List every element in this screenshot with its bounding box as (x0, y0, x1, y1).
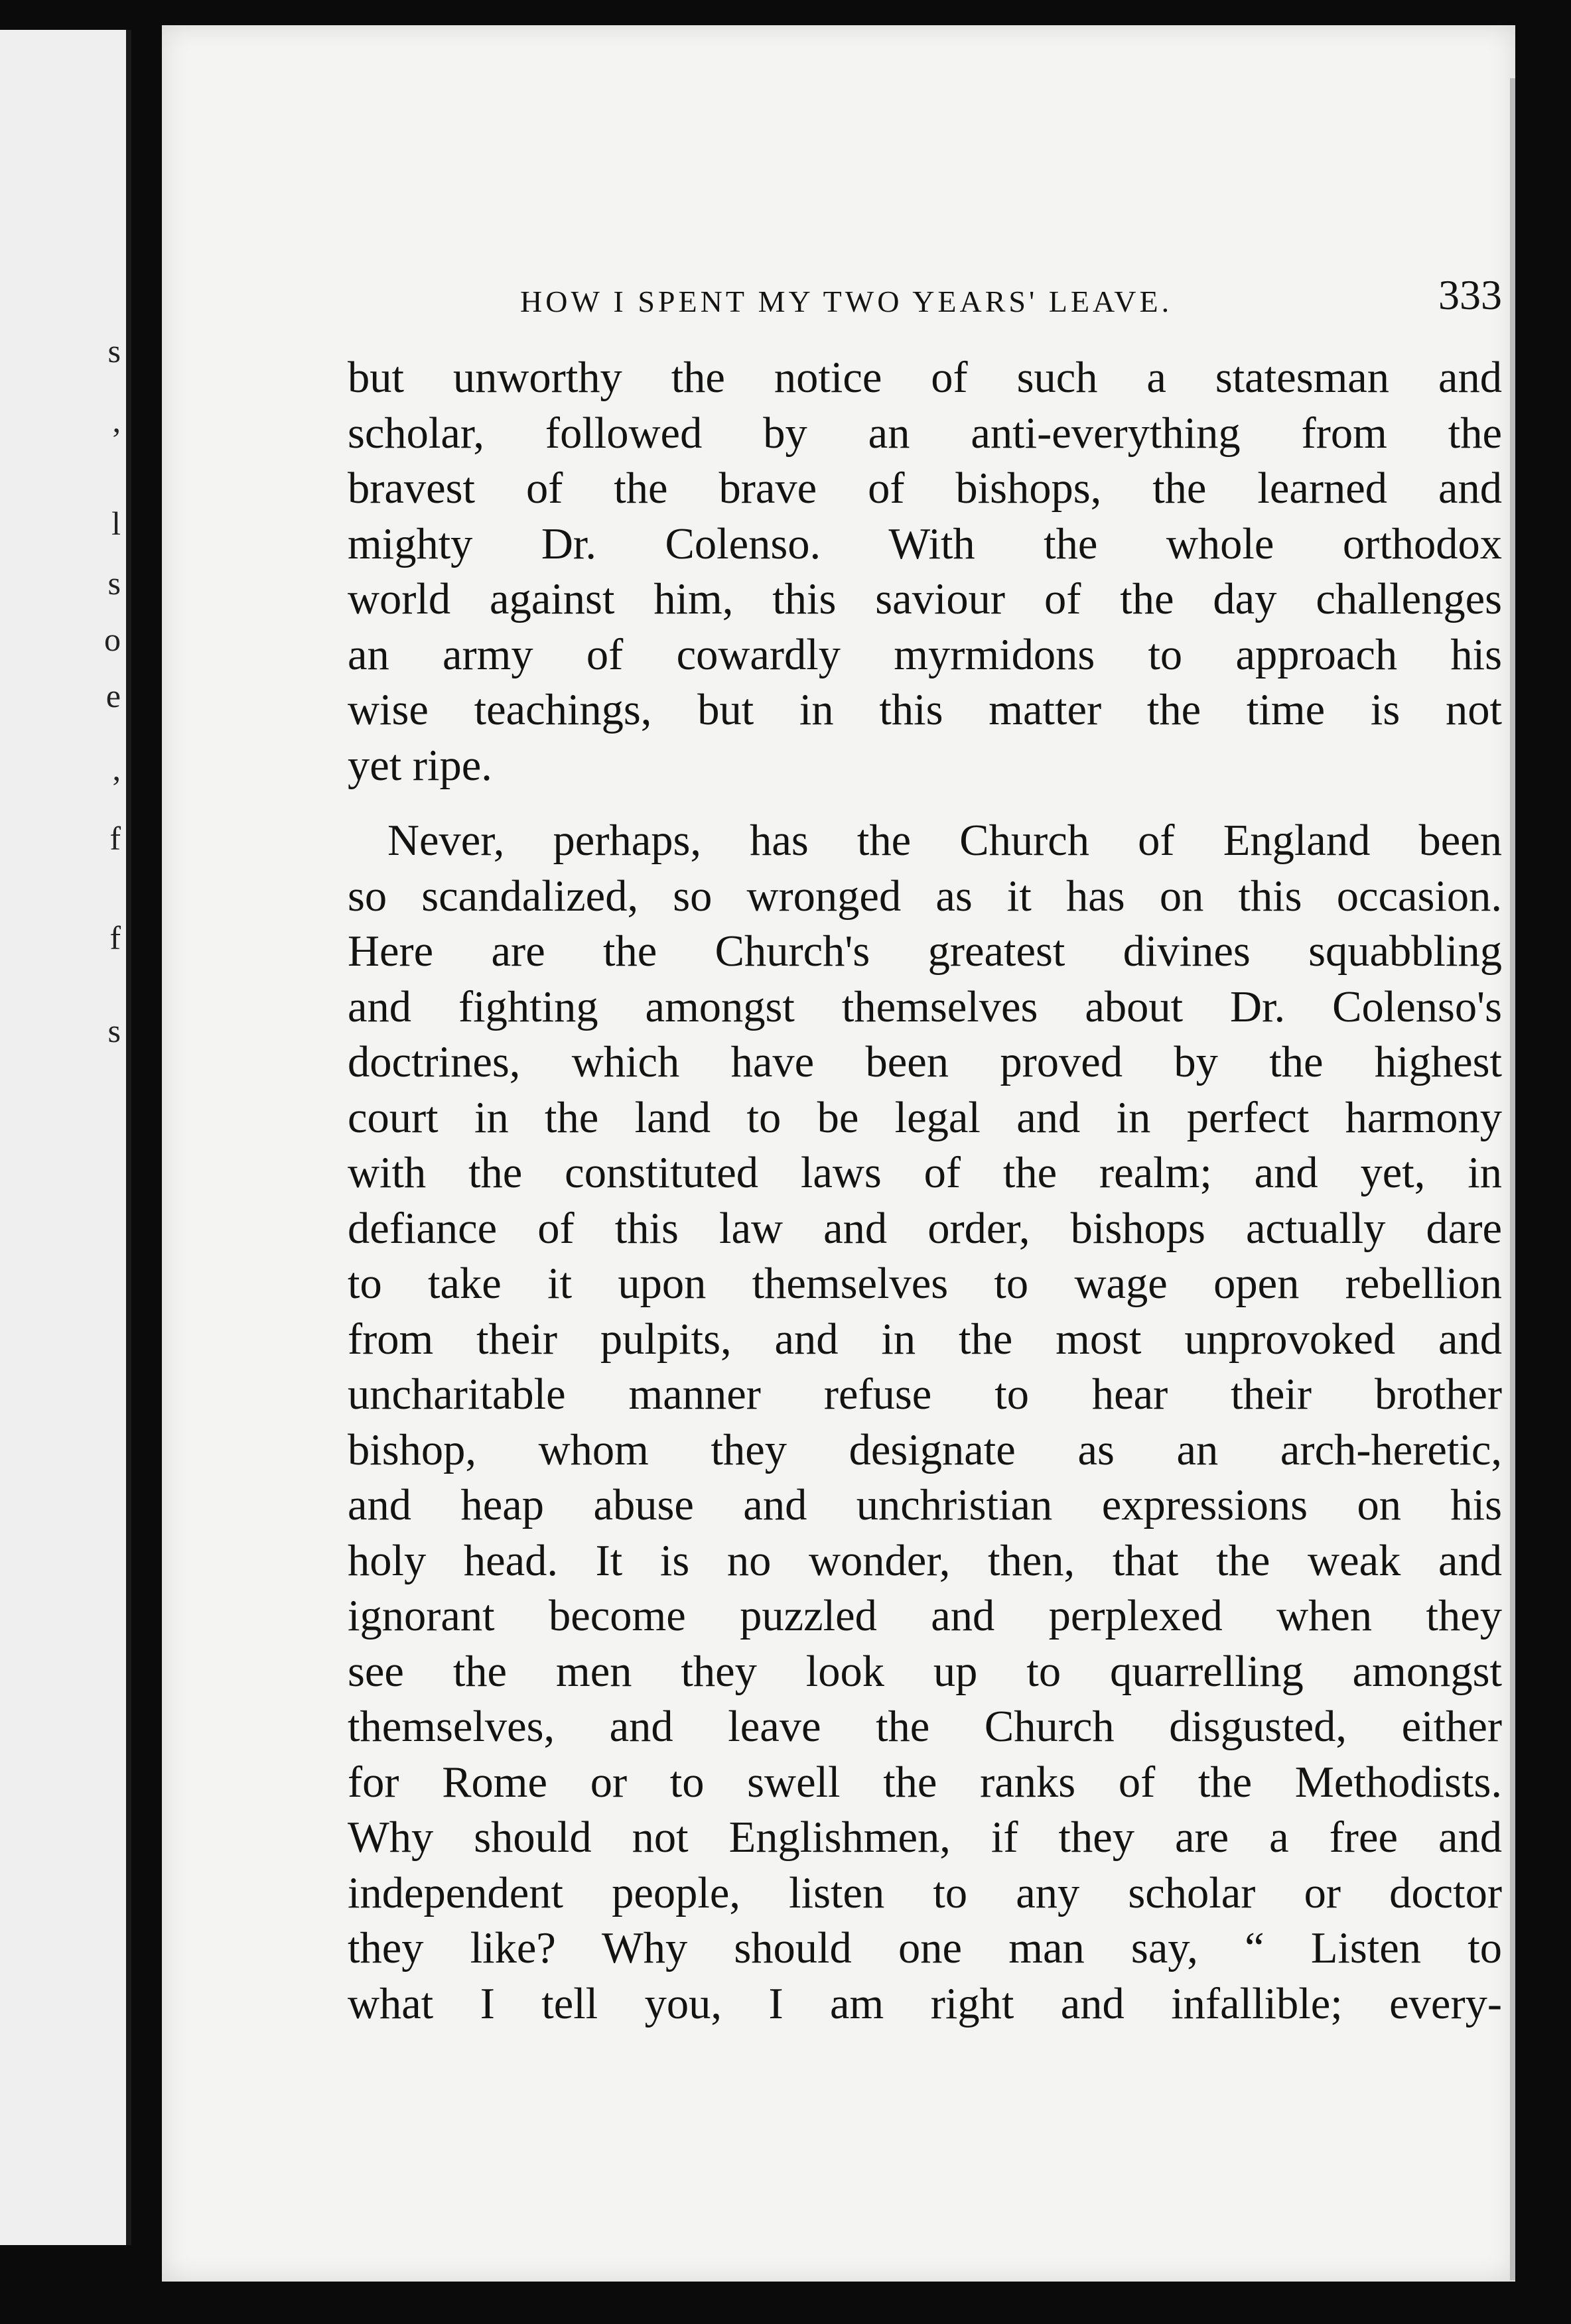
text-line: defiance of this law and order, bishops actually dare (348, 1204, 1502, 1253)
text-line: yet ripe. (348, 741, 492, 790)
paragraph (348, 350, 1502, 793)
text-line: holy head. It is no wonder, then, that the weak and (348, 1536, 1502, 1585)
text-line: bishop, whom they designate as an arch-heretic, (348, 1425, 1502, 1474)
text-line: so scandalized, so wronged as it has on this occasion. (348, 871, 1502, 921)
text-line: mighty Dr. Colenso. With the whole orthodox (348, 519, 1502, 568)
text-line: scholar, followed by an anti-everything from the (348, 409, 1502, 458)
text-line: for Rome or to swell the ranks of the Methodists. (348, 1758, 1502, 1807)
book-page (162, 25, 1515, 2282)
text-line: and heap abuse and unchristian expressions on his (348, 1481, 1502, 1529)
margin-fragment: s (107, 332, 121, 369)
text-line: uncharitable manner refuse to hear their brother (348, 1370, 1502, 1419)
margin-fragment: e (105, 677, 121, 714)
body-text (348, 350, 1502, 2032)
text-line: what I tell you, I am right and infallible; every- (348, 1979, 1502, 2028)
text-line: from their pulpits, and in the most unprovoked and (348, 1315, 1502, 1364)
text-line: but unworthy the notice of such a statesman and (348, 354, 1502, 402)
paragraph (348, 813, 1502, 2032)
text-line: bravest of the brave of bishops, the learned and (348, 464, 1502, 513)
margin-fragment: , (112, 750, 121, 787)
text-line: Why should not Englishmen, if they are a free and (348, 1813, 1502, 1862)
text-line: wise teachings, but in this matter the time is not (348, 686, 1502, 734)
text-line: and fighting amongst themselves about Dr. Colenso's (348, 982, 1502, 1031)
margin-fragment: s (107, 1012, 121, 1049)
margin-fragment: f (109, 919, 121, 956)
running-head (520, 271, 1502, 337)
running-title: HOW I SPENT MY TWO YEARS' LEAVE. (520, 285, 1173, 318)
text-line: world against him, this saviour of the day challenges (348, 575, 1502, 623)
margin-fragment: , (112, 402, 121, 439)
text-line: ignorant become puzzled and perplexed when they (348, 1592, 1502, 1640)
margin-fragment: s (107, 564, 121, 602)
page-number: 333 (1438, 271, 1502, 318)
margin-fragment: o (104, 621, 121, 658)
text-line: court in the land to be legal and in perfect harmony (348, 1093, 1502, 1142)
margin-fragment: f (109, 820, 121, 857)
margin-fragment: l (111, 505, 121, 542)
previous-page-edge (0, 30, 131, 2245)
text-line: Here are the Church's greatest divines squabbling (348, 927, 1502, 976)
text-line: see the men they look up to quarrelling amongst (348, 1647, 1502, 1696)
text-line: independent people, listen to any scholar or doctor (348, 1868, 1502, 1917)
page-edge (1510, 78, 1515, 2280)
text-line: with the constituted laws of the realm; and yet, in (348, 1149, 1502, 1197)
text-line: doctrines, which have been proved by the highest (348, 1038, 1502, 1086)
text-line: Never, perhaps, has the Church of England been (387, 816, 1502, 865)
text-line: themselves, and leave the Church disgusted, either (348, 1703, 1502, 1751)
text-line: an army of cowardly myrmidons to approach his (348, 630, 1502, 679)
text-line: to take it upon themselves to wage open rebellion (348, 1259, 1502, 1308)
text-line: they like? Why should one man say, “ Listen to (348, 1924, 1502, 1972)
